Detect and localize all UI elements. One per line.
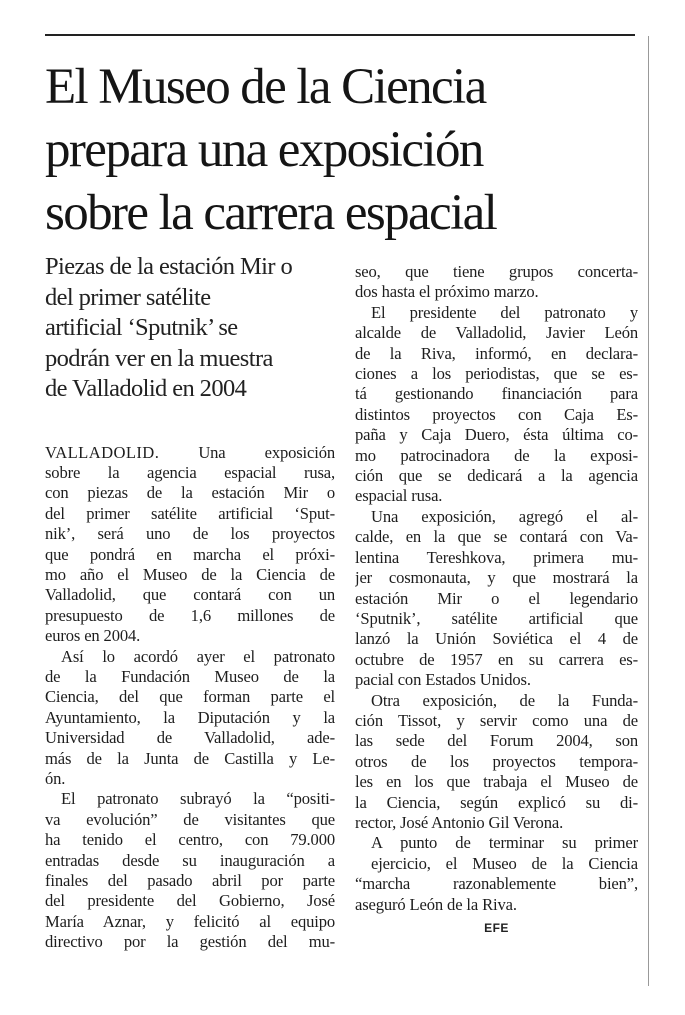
body-line: otros de los proyectos tempora- xyxy=(355,751,638,771)
article-body-right xyxy=(355,262,638,938)
subhead-line: del primer satélite xyxy=(45,283,211,311)
subhead-line: de Valladolid en 2004 xyxy=(45,375,247,402)
body-line: presupuesto de 1,6 millones de xyxy=(45,605,335,625)
body-line: calde, en la que se contará con Va- xyxy=(355,527,638,547)
headline xyxy=(45,56,640,245)
body-line: paña y Caja Duero, ésta última co- xyxy=(355,425,638,445)
body-line: va evolución” de visitantes que xyxy=(45,809,335,829)
body-line: El patronato subrayó la “positi- xyxy=(61,789,335,809)
body-line: de la Fundación Museo de la xyxy=(45,666,335,686)
body-line: rector, José Antonio Gil Verona. xyxy=(355,812,564,832)
body-line: entradas desde su inauguración a xyxy=(45,850,335,870)
body-line: aseguró León de la Riva. xyxy=(355,894,517,914)
right-column xyxy=(355,262,638,938)
column-rule xyxy=(648,36,649,986)
body-line: les en los que trabaja el Museo de xyxy=(355,772,638,792)
body-line: octubre de 1957 en su carrera es- xyxy=(355,649,638,669)
body-line: jer cosmonauta, y que mostrará la xyxy=(355,568,638,588)
body-line: espacial rusa. xyxy=(355,486,443,506)
body-line: Valladolid, que contará con un xyxy=(45,585,335,605)
body-line: Una exposición, agregó el al- xyxy=(371,506,638,526)
body-line-text: Una exposición xyxy=(159,442,335,462)
body-line: dos hasta el próximo marzo. xyxy=(355,282,539,302)
body-line: nik’, será uno de los proyectos xyxy=(45,524,335,544)
body-line: del presidente del Gobierno, José xyxy=(45,891,335,911)
body-line: de la Riva, informó, en declara- xyxy=(355,343,638,363)
body-line: ción que se dedicará a la agencia xyxy=(355,466,638,486)
body-line: pacial con Estados Unidos. xyxy=(355,670,531,690)
body-line: ón. xyxy=(45,769,66,788)
body-line: lentina Tereshkova, primera mu- xyxy=(355,547,638,567)
body-line xyxy=(45,443,335,463)
body-line: ‘Sputnik’, satélite artificial que xyxy=(355,608,638,628)
article-body-left xyxy=(45,443,335,953)
body-line: ha tenido el centro, con 79.000 xyxy=(45,830,335,850)
agency-credit: EFE xyxy=(484,921,509,935)
body-line: Así lo acordó ayer el patronato xyxy=(61,646,335,666)
body-line: finales del pasado abril por parte xyxy=(45,871,335,891)
body-line: directivo por la gestión del mu- xyxy=(45,932,335,952)
body-line: Universidad de Valladolid, ade- xyxy=(45,728,335,748)
body-line: con piezas de la estación Mir o xyxy=(45,483,335,503)
body-line: la Ciencia, según explicó su di- xyxy=(355,792,638,812)
dateline: VALLADOLID. xyxy=(45,442,160,462)
headline-line: El Museo de la Ciencia xyxy=(45,59,486,115)
body-line: ciones a los periodistas, que se es- xyxy=(355,364,638,384)
body-line: que pondrá en marcha el próxi- xyxy=(45,544,335,564)
top-rule xyxy=(45,34,635,36)
body-line: Ciencia, del que forman parte el xyxy=(45,687,335,707)
body-line: mo año el Museo de la Ciencia de xyxy=(45,564,335,584)
body-line: del primer satélite artificial ‘Sput- xyxy=(45,503,335,523)
body-line: euros en 2004. xyxy=(45,626,141,646)
body-line: más de la Junta de Castilla y Le- xyxy=(45,748,335,768)
body-line: María Aznar, y felicitó al equipo xyxy=(45,911,335,931)
body-line: El presidente del patronato y xyxy=(371,302,638,322)
body-line: ejercicio, el Museo de la Ciencia xyxy=(371,853,638,873)
headline-line: sobre la carrera espacial xyxy=(45,185,497,241)
subhead-line: podrán ver en la muestra xyxy=(45,344,273,372)
headline-line: prepara una exposición xyxy=(45,122,483,178)
body-line: “marcha razonablemente bien”, xyxy=(355,874,638,894)
body-line: mo patrocinadora de la exposi- xyxy=(355,445,638,465)
body-line: A punto de terminar su primer xyxy=(371,833,638,853)
left-column xyxy=(45,252,335,953)
body-line: tá gestionando financiación para xyxy=(355,384,638,404)
body-line: estación Mir o el legendario xyxy=(355,588,638,608)
body-line: distintos proyectos con Caja Es- xyxy=(355,404,638,424)
body-line: Otra exposición, de la Funda- xyxy=(371,690,638,710)
body-line: sobre la agencia espacial rusa, xyxy=(45,462,335,482)
body-line: seo, que tiene grupos concerta- xyxy=(355,262,638,281)
body-line: alcalde de Valladolid, Javier León xyxy=(355,323,638,343)
body-line: Ayuntamiento, la Diputación y la xyxy=(45,707,335,727)
subhead-line: Piezas de la estación Mir o xyxy=(45,253,293,280)
body-line: lanzó la Unión Soviética el 4 de xyxy=(355,629,638,649)
subheadline xyxy=(45,252,335,405)
body-line: ción Tissot, y servir como una de xyxy=(355,710,638,730)
subhead-line: artificial ‘Sputnik’ se xyxy=(45,314,238,341)
body-line: las sede del Forum 2004, son xyxy=(355,731,638,751)
